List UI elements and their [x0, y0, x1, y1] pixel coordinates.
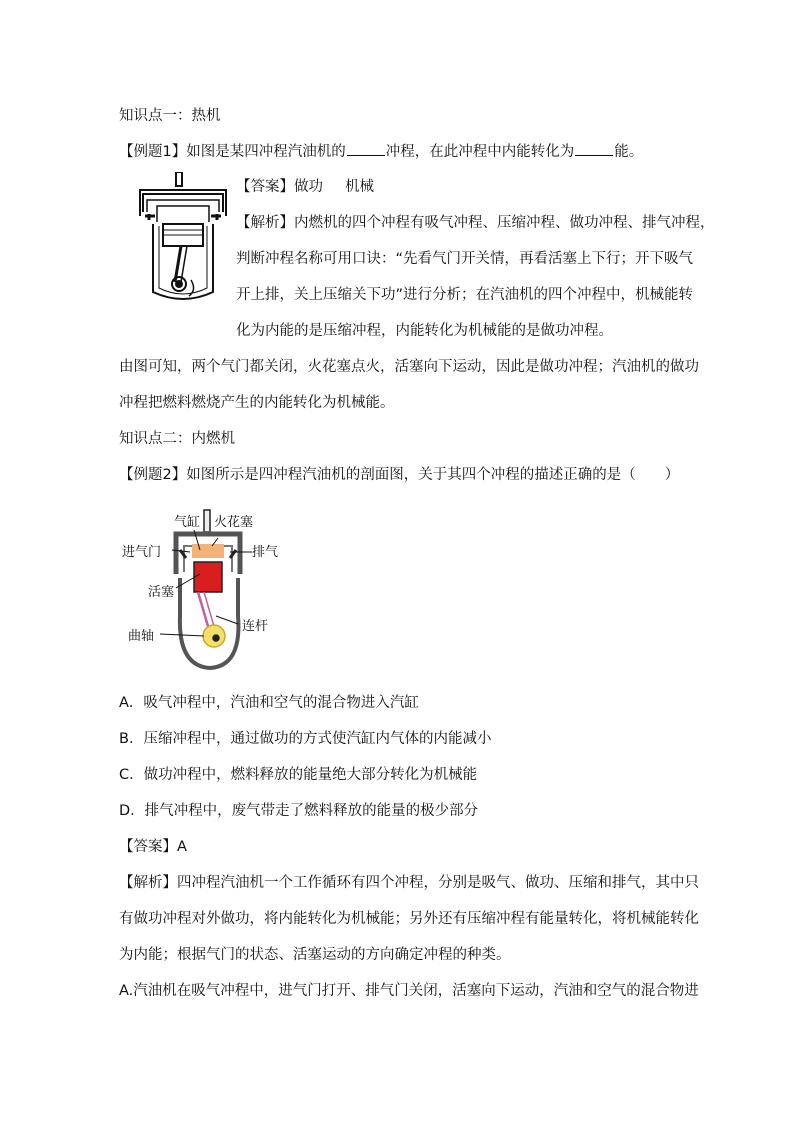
section1-title: 知识点一：热机: [119, 108, 221, 124]
example1-question-c: 能。: [614, 144, 644, 160]
example1-analysis-line-1: [236, 213, 715, 233]
spark-plug-shape: [176, 172, 182, 186]
example1-analysis-line-6: 冲程把燃料燃烧产生的内能转化为机械能。: [119, 395, 395, 411]
option-c: C．做功冲程中，燃料释放的能量绝大部分转化为机械能: [119, 767, 478, 783]
example1-answer-tag: 【答案】: [236, 179, 294, 195]
example1-answer-2: 机械: [345, 179, 374, 195]
example1-analysis-line-4: 化为内能的是压缩冲程，内能转化为机械能的是做功冲程。: [236, 323, 613, 339]
example2-analysis-line-4: A.汽油机在吸气冲程中，进气门打开、排气门关闭，活塞向下运动，汽油和空气的混合物进: [119, 983, 699, 999]
example2-analysis-line-2: 有做功冲程对外做功，将内能转化为机械能；另外还有压缩冲程有能量转化，将机械能转化: [119, 911, 699, 927]
example1-question-b: 冲程，在此冲程中内能转化为: [385, 144, 575, 160]
example1-question-a: 如图是某四冲程汽油机的: [186, 144, 346, 160]
label-spark-plug: 火花塞: [214, 515, 254, 530]
label-exhaust: 排气: [252, 545, 279, 560]
option-b: B．压缩冲程中，通过做功的方式使汽缸内气体的内能减小: [119, 731, 492, 747]
example2-analysis-line-3: 为内能；根据气门的状态、活塞运动的方向确定冲程的种类。: [119, 947, 511, 963]
example1-analysis-text-1: 内燃机的四个冲程有吸气冲程、压缩冲程、做功冲程、排气冲程，: [294, 215, 715, 231]
example1-analysis-line-3: 开上排，关上压缩关下功”进行分析；在汽油机的四个冲程中，机械能转: [236, 287, 694, 303]
spark-plug-shape-2: [204, 510, 210, 532]
example1-answer: [236, 177, 374, 197]
example1-answer-1: 做功: [294, 179, 323, 195]
label-crankshaft: 曲轴: [128, 629, 155, 644]
example2-answer: [119, 837, 187, 857]
label-intake-valve: 进气门: [122, 545, 162, 560]
example1-question: [119, 141, 643, 162]
example2-analysis-text-1: 四冲程汽油机一个工作循环有四个冲程，分别是吸气、做功、压缩和排气，其中只: [177, 875, 699, 891]
option-d: D．排气冲程中，废气带走了燃料释放的能量的极少部分: [119, 803, 479, 819]
label-piston: 活塞: [148, 585, 175, 600]
example2-question-text: 如图所示是四冲程汽油机的剖面图，关于其四个冲程的描述正确的是（ ）: [186, 467, 680, 483]
example1-tag: 【例题1】: [119, 144, 187, 160]
example2-answer-tag: 【答案】: [119, 839, 177, 855]
example2-analysis-line-1: [119, 873, 699, 893]
label-cylinder: 气缸: [174, 515, 201, 530]
example2-answer-value: A: [177, 839, 187, 855]
example2-tag: 【例题2】: [119, 467, 187, 483]
example1-analysis-line-5: 由图可知，两个气门都关闭，火花塞点火，活塞向下运动，因此是做功冲程；汽油机的做功: [119, 359, 699, 375]
engine-diagram-2: [120, 506, 280, 672]
piston-shape: [194, 562, 222, 592]
engine-diagram-1: [137, 172, 229, 304]
blank-2: [575, 141, 613, 156]
option-a: A．吸气冲程中，汽油和空气的混合物进入汽缸: [119, 695, 419, 711]
example2-question: [119, 465, 679, 485]
blank-1: [347, 141, 385, 156]
label-connecting-rod: 连杆: [242, 619, 269, 634]
section2-title: 知识点二：内燃机: [119, 431, 235, 447]
example1-analysis-line-2: 判断冲程名称可用口诀：“先看气门开关情，再看活塞上下行；开下吸气: [236, 251, 694, 267]
example2-analysis-tag: 【解析】: [119, 875, 177, 891]
example1-analysis-tag: 【解析】: [236, 215, 294, 231]
